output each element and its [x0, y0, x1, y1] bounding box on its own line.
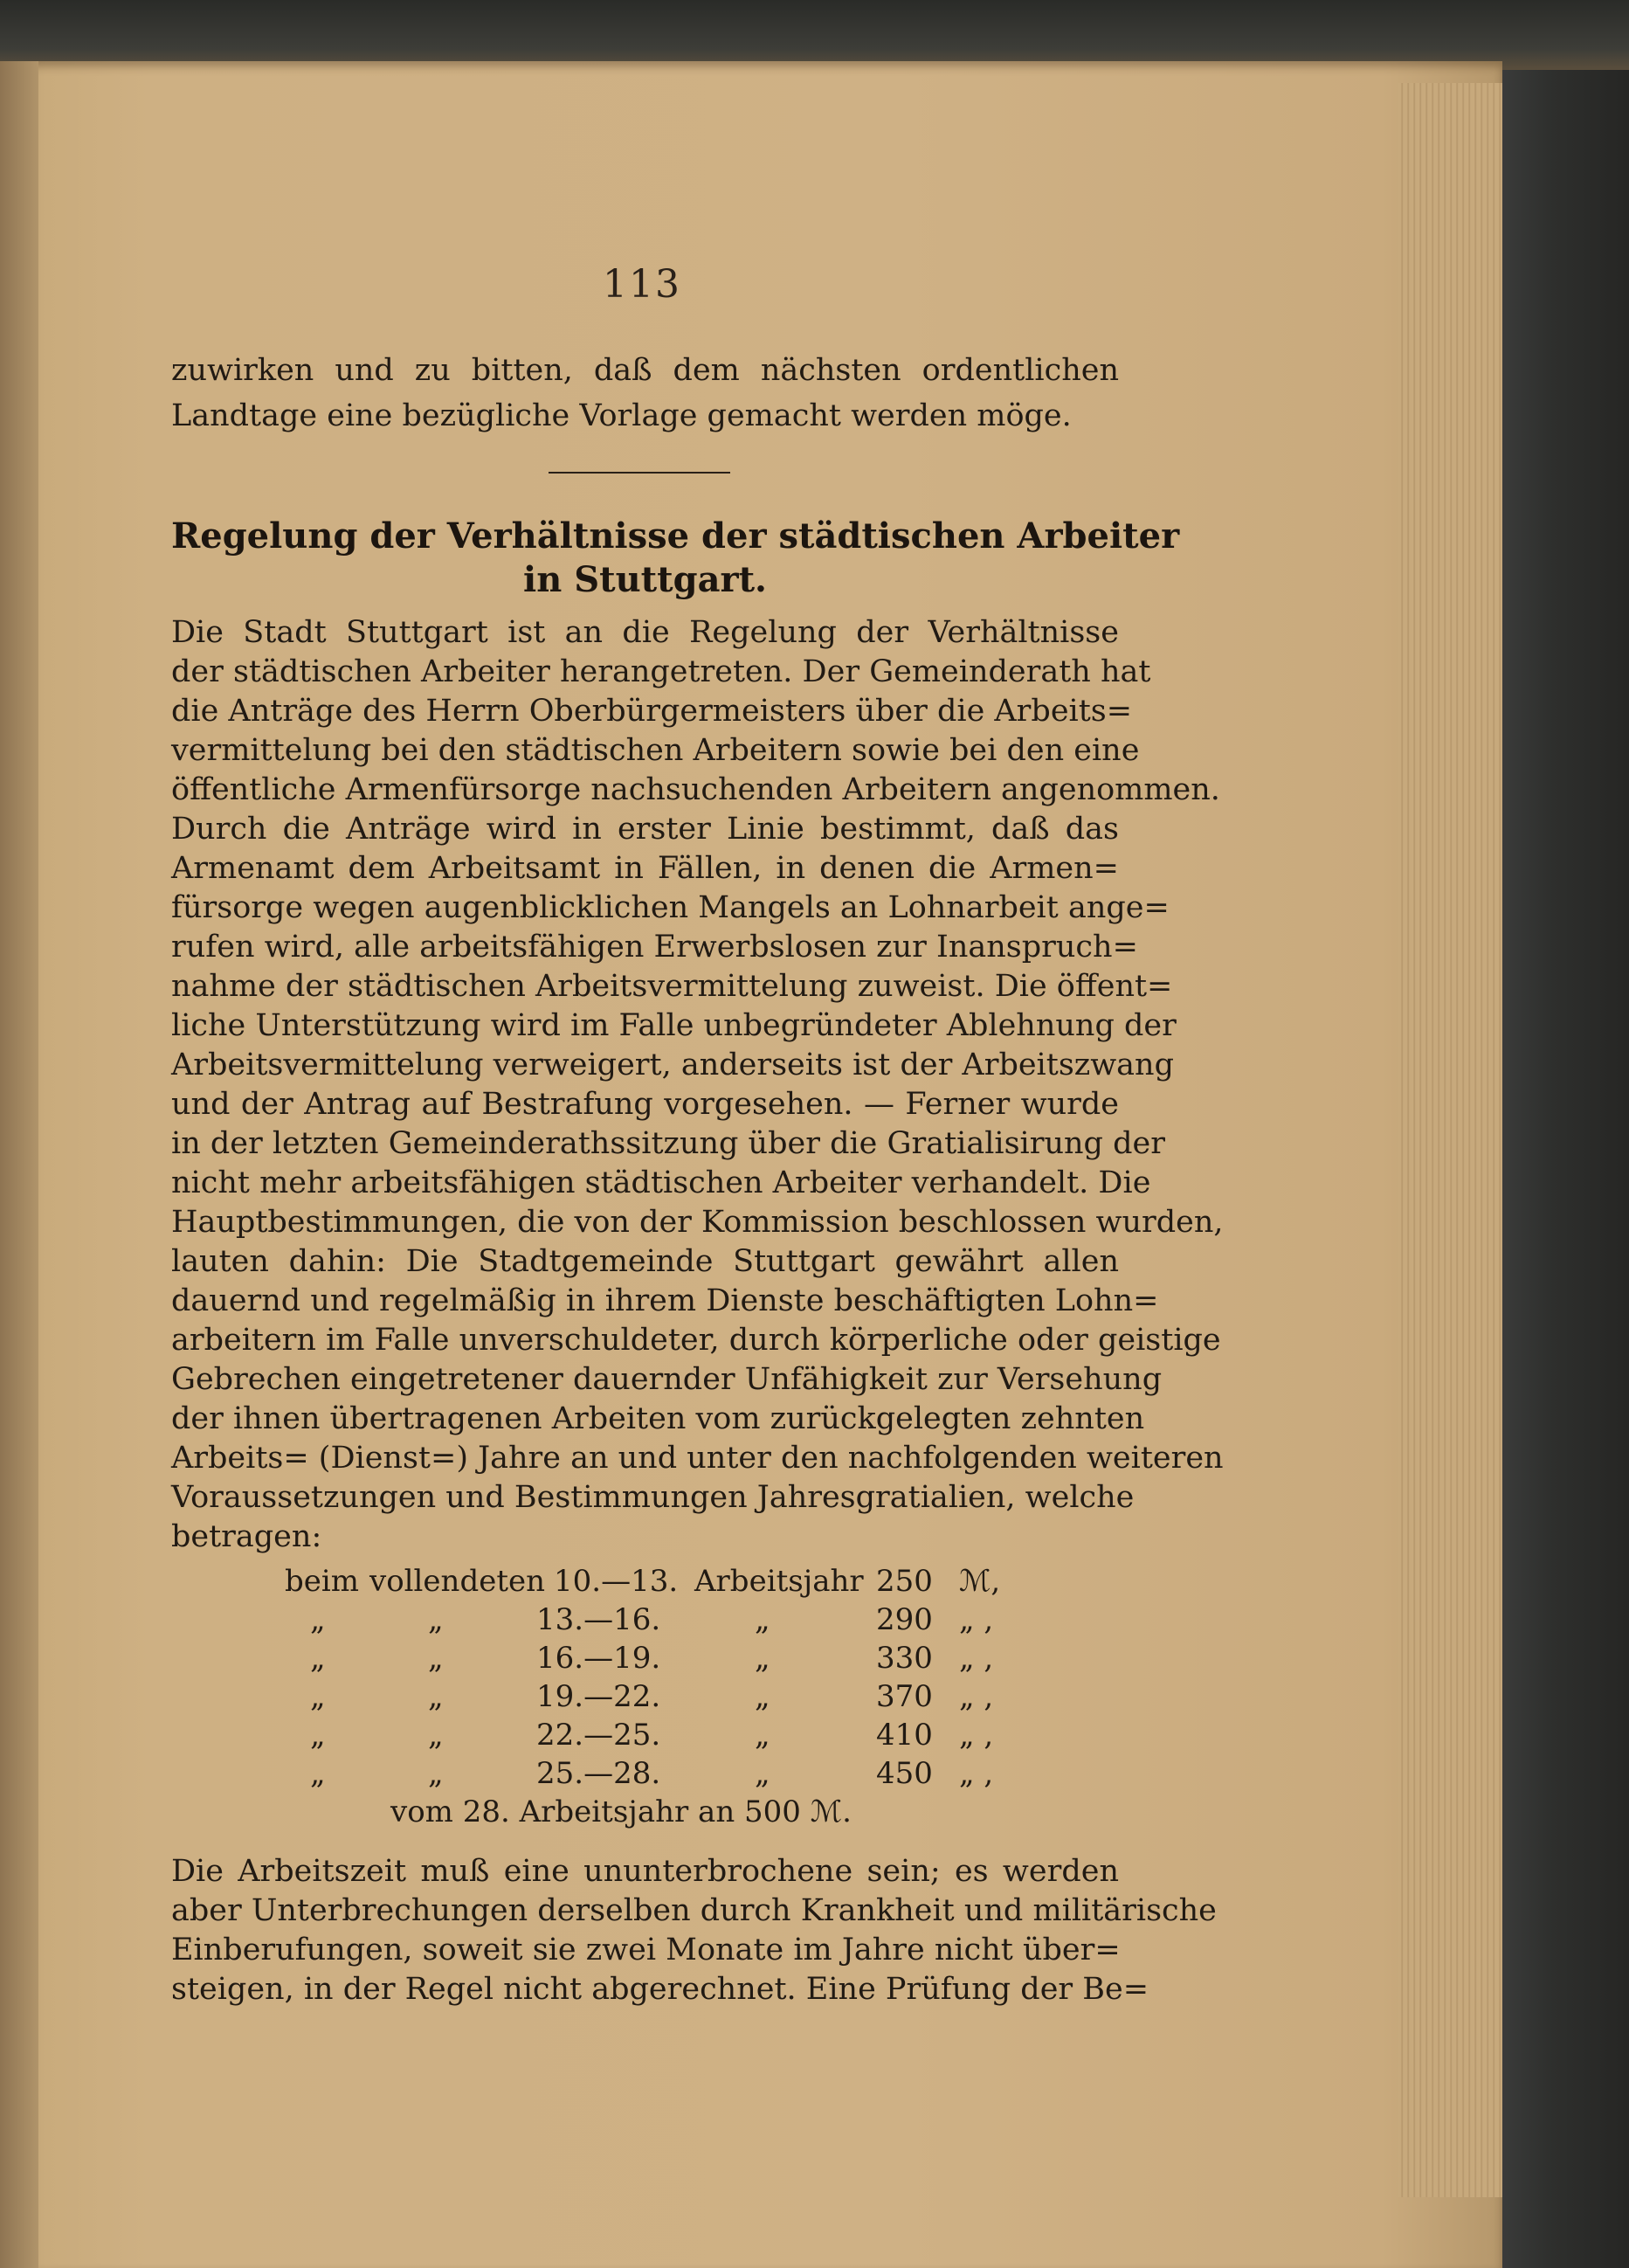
row-unit: „ [755, 1641, 770, 1676]
row-currency: ℳ, [959, 1564, 1001, 1599]
book-gutter [0, 61, 38, 2268]
body-line: vermittelung bei den städtischen Arbeitern sowie bei den eine [171, 733, 1140, 768]
row-amount: 290 [876, 1602, 933, 1637]
row-amount: 250 [876, 1564, 933, 1599]
intro-line: Landtage eine bezügliche Vorlage gemacht werden möge. [171, 398, 1072, 433]
body-line: betragen: [171, 1519, 322, 1554]
body-line: Hauptbestimmungen, die von der Kommission beschlossen wurden, [171, 1205, 1224, 1240]
closing-line: steigen, in der Regel nicht abgerechnet. Eine Prüfung der Be= [171, 1972, 1149, 2007]
row-currency: „ , [959, 1718, 994, 1753]
row-year-range: 19.—22. [536, 1679, 661, 1714]
body-line: fürsorge wegen augenblicklichen Mangels an Lohnarbeit ange= [171, 890, 1170, 925]
row-currency: „ , [959, 1602, 994, 1637]
closing-line: Einberufungen, soweit sie zwei Monate im Jahre nicht über= [171, 1933, 1121, 1967]
row-amount: 370 [876, 1679, 933, 1714]
body-line: Arbeits= (Dienst=) Jahre an und unter den nachfolgenden weiteren [171, 1441, 1224, 1476]
row-unit: „ [755, 1679, 770, 1714]
body-line: arbeitern im Falle unverschuldeter, durch körperliche oder geistige [171, 1323, 1221, 1358]
row-currency: „ , [959, 1679, 994, 1714]
body-line: Voraussetzungen und Bestimmungen Jahresgratialien, welche [171, 1480, 1135, 1515]
body-line: Gebrechen eingetretener dauernder Unfähigkeit zur Versehung [171, 1362, 1163, 1397]
book-cover-side [1502, 70, 1629, 2268]
body-line: nahme der städtischen Arbeitsvermittelung zuweist. Die öffent= [171, 969, 1173, 1004]
body-line: rufen wird, alle arbeitsfähigen Erwerbslosen zur Inanspruch= [171, 930, 1138, 965]
intro-line: zuwirken und zu bitten, daß dem nächsten ordentlichen [171, 353, 1119, 388]
body-line: der ihnen übertragenen Arbeiten vom zurückgelegten zehnten [171, 1401, 1145, 1436]
section-heading-continuation: in Stuttgart. [523, 559, 767, 600]
row-qualifier: „ [428, 1756, 444, 1791]
row-prefix: „ [310, 1756, 326, 1791]
row-year-range: 25.—28. [536, 1756, 661, 1791]
row-year-range: 10.—13. [554, 1564, 679, 1599]
row-amount: 330 [876, 1641, 933, 1676]
row-year-range: 16.—19. [536, 1641, 661, 1676]
row-unit: „ [755, 1602, 770, 1637]
book-cover-top [0, 0, 1629, 70]
row-unit: „ [755, 1718, 770, 1753]
body-line: und der Antrag auf Bestrafung vorgesehen. — Ferner wurde [171, 1087, 1119, 1122]
row-qualifier: „ [428, 1679, 444, 1714]
row-currency: „ , [959, 1756, 994, 1791]
row-unit: Arbeitsjahr [694, 1564, 864, 1599]
row-qualifier: „ [428, 1641, 444, 1676]
row-qualifier: „ [428, 1718, 444, 1753]
row-amount: 450 [876, 1756, 933, 1791]
body-line: Die Stadt Stuttgart ist an die Regelung der Verhältnisse [171, 615, 1119, 650]
body-line: nicht mehr arbeitsfähigen städtischen Arbeiter verhandelt. Die [171, 1165, 1151, 1200]
body-line: Armenamt dem Arbeitsamt in Fällen, in denen die Armen= [171, 851, 1119, 886]
body-line: lauten dahin: Die Stadtgemeinde Stuttgart gewährt allen [171, 1244, 1119, 1279]
body-line: Arbeitsvermittelung verweigert, anderseits ist der Arbeitszwang [171, 1048, 1174, 1082]
body-line: in der letzten Gemeinderathssitzung über die Gratialisirung der [171, 1126, 1165, 1161]
row-prefix: „ [310, 1602, 326, 1637]
body-line: Durch die Anträge wird in erster Linie bestimmt, daß das [171, 812, 1119, 847]
body-line: die Anträge des Herrn Oberbürgermeisters über die Arbeits= [171, 694, 1133, 729]
row-qualifier: vollendeten [369, 1564, 546, 1599]
body-line: liche Unterstützung wird im Falle unbegründeter Ablehnung der [171, 1008, 1177, 1043]
body-line: öffentliche Armenfürsorge nachsuchenden Arbeitern angenommen. [171, 772, 1220, 807]
row-year-range: 22.—25. [536, 1718, 661, 1753]
body-line: der städtischen Arbeiter herangetreten. Der Gemeinderath hat [171, 654, 1151, 689]
closing-line: aber Unterbrechungen derselben durch Krankheit und militärische [171, 1893, 1217, 1928]
body-line: dauernd und regelmäßig in ihrem Dienste beschäftigten Lohn= [171, 1283, 1159, 1318]
page-edges [1398, 83, 1502, 2197]
row-prefix: „ [310, 1641, 326, 1676]
row-unit: „ [755, 1756, 770, 1791]
page-number: 113 [603, 262, 681, 307]
section-divider [549, 472, 730, 474]
row-prefix: „ [310, 1679, 326, 1714]
row-amount: 410 [876, 1718, 933, 1753]
row-currency: „ , [959, 1641, 994, 1676]
section-heading: Regelung der Verhältnisse der städtischen Arbeiter [171, 515, 1180, 557]
row-year-range: 13.—16. [536, 1602, 661, 1637]
row-qualifier: „ [428, 1602, 444, 1637]
final-rate: vom 28. Arbeitsjahr an 500 ℳ. [390, 1794, 852, 1829]
row-prefix: „ [310, 1718, 326, 1753]
closing-line: Die Arbeitszeit muß eine ununterbrochene sein; es werden [171, 1854, 1119, 1889]
row-prefix: beim [285, 1564, 359, 1599]
